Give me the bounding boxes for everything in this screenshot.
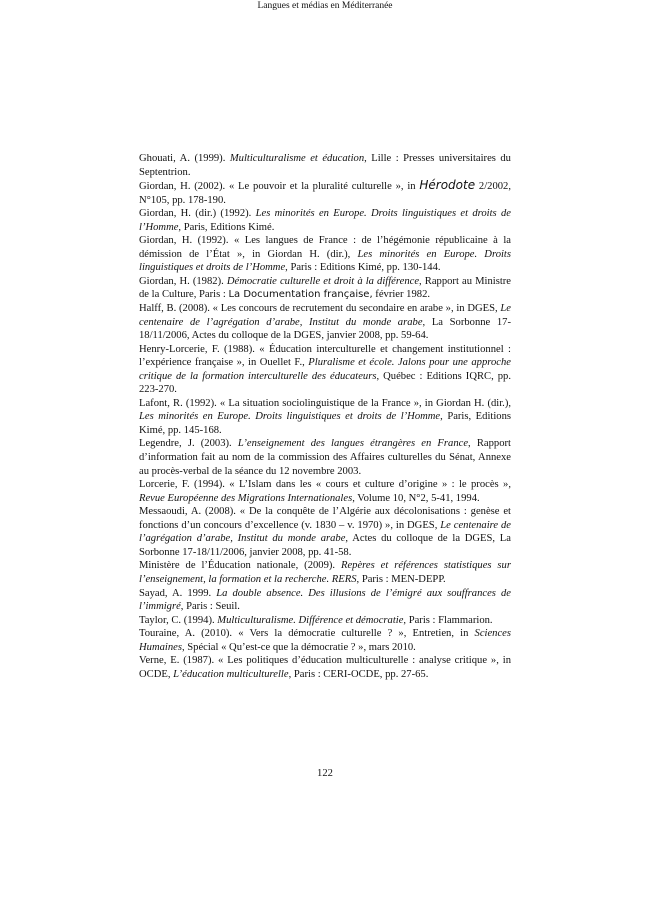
ref-text: , La Sorbonne 17-18/11/2006, Actes du colloque de la DGES, janvier 2008, pp. 59-64. (139, 316, 512, 342)
ref-text: Ghouati, A. (1999). (139, 153, 230, 164)
ref-text: Lafont, R. (1992). « La situation sociolinguistique de la France », in Giordan H. (dir.), (139, 397, 511, 409)
ref-text: Sayad, A. 1999. (139, 587, 217, 599)
ref-text: , Paris : CERI-OCDE, pp. 27-65. (288, 668, 429, 680)
ref-text: , Actes du colloque de la DGES, La Sorbonne 17-18/11/2006, janvier 2008, pp. 41-58. (139, 533, 511, 558)
ref-text: , Spécial « Qu’est-ce que la démocratie ? », mars 2010. (181, 641, 416, 653)
ref-text: Giordan, H. (dir.) (1992). (139, 208, 256, 220)
reference-entry (139, 397, 511, 438)
ref-title: L’éducation multiculturelle (173, 668, 289, 680)
ref-publisher: La Documentation française, (228, 289, 373, 301)
ref-text: , Rapport d’information fait au nom de la commission des Affaires culturelles du Sénat, Annexe au procès-verbal de la séance du 12 novembre 2003. (139, 438, 511, 477)
reference-entry (139, 302, 511, 343)
reference-entry (139, 587, 511, 614)
ref-text: Lorcerie, F. (1994). « L’Islam dans les « cours et culture d’origine » : le procès », (139, 479, 511, 491)
page-number: 122 (317, 768, 333, 779)
running-head: Langues et médias en Méditerranée (257, 1, 393, 11)
ref-text: , Paris, Editions Kimé. (178, 221, 275, 233)
ref-text: , Paris : MEN-DEPP. (356, 573, 446, 585)
ref-text: Taylor, C. (1994). (139, 614, 218, 626)
reference-entry (139, 559, 511, 586)
reference-entry (139, 505, 511, 559)
reference-entry (139, 207, 511, 234)
ref-text: , Lille : Presses universitaires du Septentrion. (139, 153, 511, 178)
bibliography (139, 152, 511, 681)
ref-text: Giordan, H. (2002). « Le pouvoir et la pluralité culturelle », in (139, 181, 420, 193)
reference-entry (139, 275, 511, 302)
ref-text: , Paris : Seuil. (180, 601, 240, 613)
reference-entry (139, 654, 511, 681)
reference-entry (139, 627, 511, 654)
ref-text: , Rapport au Ministre de la Culture, Paris : (139, 275, 512, 301)
ref-text: Messaoudi, A. (2008). « De la conquête de l’Algérie aux décolonisations : genèse et fonctions d’un concours d’excellence (v. 1830 – v. 1970) », in DGES, (139, 506, 511, 531)
ref-title: Sciences Humaines (139, 628, 511, 653)
ref-text: Giordan, H. (1982). (139, 275, 227, 287)
ref-text: , Québec : Editions IQRC, pp. 223-270. (139, 370, 512, 396)
ref-text: Halff, B. (2008). « Les concours de recrutement du secondaire en arabe », in DGES, (139, 303, 501, 315)
reference-entry (139, 478, 511, 505)
ref-title: La double absence. Des illusions de l’émigré aux souffrances de l’immigré (139, 587, 511, 613)
ref-text: , Paris, Editions Kimé, pp. 145-168. (139, 411, 511, 436)
ref-title: Les minorités en Europe. Droits linguistiques et droits de l’Homme (139, 208, 511, 233)
ref-text: Henry-Lorcerie, F. (1988). « Éducation interculturelle et changement institutionnel : l’expérience française », in Ouellet F., (139, 343, 511, 369)
ref-text: Verne, E. (1987). « Les politiques d’éducation multiculturelle : analyse critique », in OCDE, (139, 655, 511, 680)
ref-text: Legendre, J. (2003). (139, 438, 238, 450)
reference-entry (139, 152, 511, 179)
reference-entry (139, 234, 511, 275)
ref-text: , Volume 10, N°2, 5-41, 1994. (352, 492, 480, 504)
ref-title: Les minorités en Europe. Droits linguistiques et droits de l’Homme (139, 411, 441, 423)
ref-text: février 1982. (372, 289, 431, 301)
reference-entry (139, 614, 511, 628)
ref-title: Le centenaire de l’agrégation d’arabe, Institut du monde arabe (139, 303, 511, 328)
ref-text: , Paris : Editions Kimé, pp. 130-144. (285, 262, 441, 274)
reference-entry (139, 179, 511, 207)
ref-title: Multiculturalisme et éducation (229, 153, 365, 164)
ref-text: Ministère de l’Éducation nationale, (2009). (139, 560, 341, 572)
ref-title: Les minorités en Europe. Droits linguistiques et droits de l’Homme (139, 248, 511, 274)
ref-title: Pluralisme et école. Jalons pour une approche critique de la formation interculturelle des éducateurs (139, 357, 511, 382)
ref-title: Le centenaire de l’agrégation d’arabe, Institut du monde arabe (139, 519, 511, 545)
ref-text: , Paris : Flammarion. (403, 614, 493, 626)
ref-text: Touraine, A. (2010). « Vers la démocratie culturelle ? », Entretien, in (139, 628, 475, 640)
ref-title: Démocratie culturelle et droit à la différence (226, 275, 420, 287)
ref-text: Giordan, H. (1992). « Les langues de France : de l’hégémonie républicaine à la démission de l’État », in Giordan H. (dir.), (139, 235, 511, 260)
ref-title: L’enseignement des langues étrangères en France (237, 438, 469, 450)
ref-title: Multiculturalisme. Différence et démocratie (217, 614, 404, 626)
ref-title: Repères et références statistiques sur l’enseignement, la formation et la recherche. RERS (139, 560, 511, 585)
reference-entry (139, 437, 511, 478)
ref-title: Revue Européenne des Migrations Internationales (139, 492, 353, 504)
ref-text: 2/2002, N°105, pp. 178-190. (139, 181, 511, 206)
ref-title: Hérodote (419, 178, 476, 193)
reference-entry (139, 343, 511, 397)
